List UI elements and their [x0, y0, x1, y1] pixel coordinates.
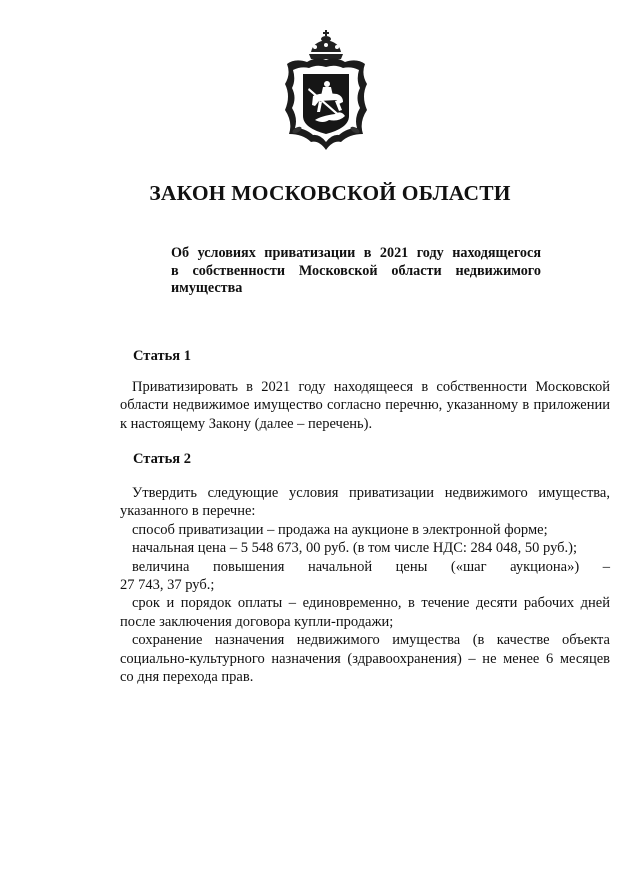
article-2-line: срок и порядок оплаты – единовременно, в течение десяти рабочих дней [132, 595, 610, 612]
article-1-heading: Статья 1 [133, 348, 191, 364]
article-2-line: начальная цена – 5 548 673, 00 руб. (в том числе НДС: 284 048, 50 руб.); [132, 540, 577, 557]
article-2-line: после заключения договора купли-продажи; [120, 613, 394, 630]
article-2-line: со дня перехода прав. [120, 669, 254, 686]
article-2-line: сохранение назначения недвижимого имущества (в качестве объекта [132, 632, 610, 649]
document-title: ЗАКОН МОСКОВСКОЙ ОБЛАСТИ [149, 181, 511, 205]
subject-line: имущества [171, 280, 243, 296]
coat-of-arms-icon [277, 30, 375, 152]
article-2-line: Утвердить следующие условия приватизации недвижимого имущества, [132, 485, 610, 501]
article-2-heading: Статья 2 [133, 451, 191, 467]
article-2-line: способ приватизации – продажа на аукционе в электронной форме; [132, 521, 548, 538]
article-2-line: 27 743, 37 руб.; [120, 577, 215, 594]
article-1-line: области недвижимое имущество согласно перечню, указанному в приложении [120, 397, 610, 414]
article-1-line: к настоящему Закону (далее – перечень). [120, 415, 373, 432]
subject-line: в собственности Московской области недвижимого [171, 262, 541, 279]
article-2-line: указанного в перечне: [120, 503, 256, 520]
article-2-line: величина повышения начальной цены («шаг аукциона») – [132, 558, 610, 575]
article-2-body [120, 484, 610, 686]
subject-line: Об условиях приватизации в 2021 году находящегося [171, 245, 541, 261]
law-subject [171, 245, 541, 298]
article-2-line: социально-культурного назначения (здравоохранения) – не менее 6 месяцев [120, 650, 610, 667]
article-1-body [120, 378, 610, 433]
article-1-line: Приватизировать в 2021 году находящееся в собственности Московской [132, 379, 610, 395]
